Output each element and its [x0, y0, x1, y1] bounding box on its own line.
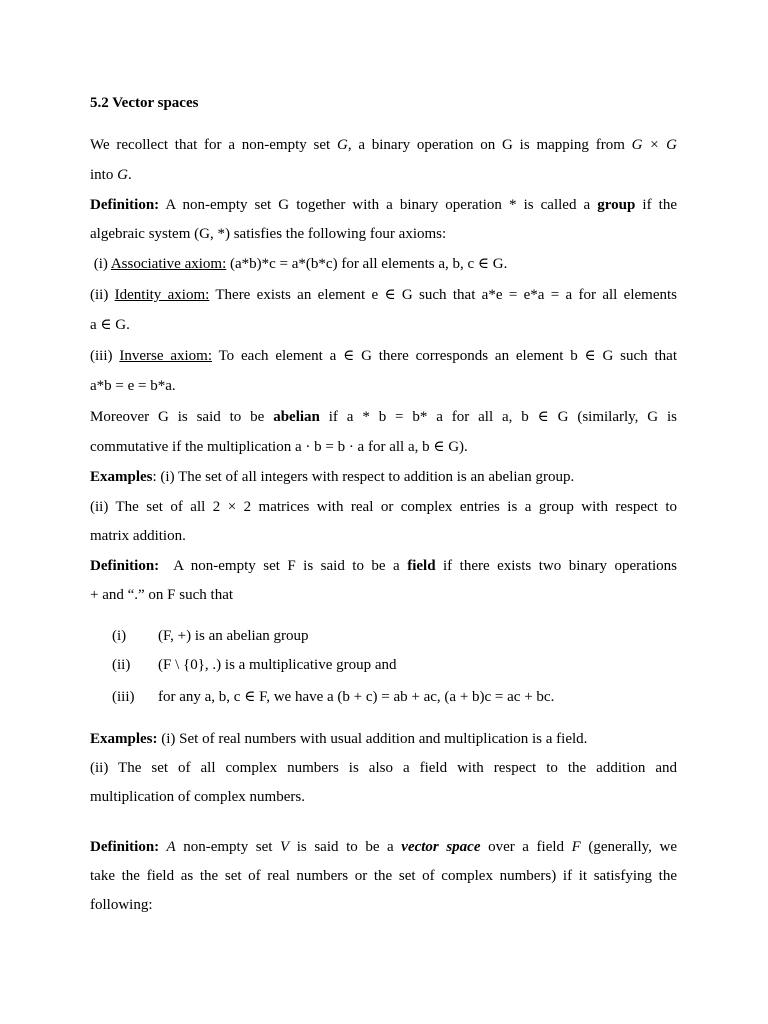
associative-axiom	[90, 254, 677, 274]
text: There exists an element e ∈ G such that a*e = e*a = a for all elements	[209, 287, 677, 303]
text: if the	[635, 197, 677, 213]
abelian-line-2: commutative if the multiplication a · b = b · a for all a, b ∈ G).	[90, 439, 468, 455]
text: (iii)	[90, 348, 120, 364]
field-definition-line-1	[90, 556, 677, 576]
math-expr: G × G	[631, 137, 677, 153]
axiom-name: Identity axiom:	[114, 287, 210, 303]
math-var: G	[336, 137, 348, 153]
intro-line-1	[90, 135, 677, 155]
defined-term: abelian	[273, 409, 320, 425]
examples-1-line-3: matrix addition.	[90, 528, 186, 544]
text: (generally, we	[580, 839, 677, 855]
field-item-2: (F \ {0}, .) is a multiplicative group and	[158, 657, 397, 673]
axiom-name: Associative axiom:	[110, 256, 227, 272]
identity-axiom-line-2: a ∈ G.	[90, 317, 130, 333]
text: A non-empty set G together with a binary operation * is called a	[159, 197, 598, 213]
examples-1-line-2: (ii) The set of all 2 × 2 matrices with real or complex entries is a group with respect to	[90, 499, 677, 515]
group-definition-line-1	[90, 195, 677, 215]
text: (i) Set of real numbers with usual addition and multiplication is a field.	[157, 731, 588, 747]
text: (ii)	[90, 287, 115, 303]
examples-2-line-2: (ii) The set of all complex numbers is also a field with respect to the addition and	[90, 760, 677, 776]
field-item-3-number: (iii)	[112, 689, 135, 705]
group-definition-line-2: algebraic system (G, *) satisfies the following four axioms:	[90, 226, 447, 242]
math-var: G	[117, 167, 128, 183]
examples-label: Examples	[90, 469, 153, 485]
inverse-axiom-line-1	[90, 346, 677, 366]
defined-term: group	[597, 197, 636, 213]
field-definition-line-2: + and “.” on F such that	[90, 587, 234, 603]
definition-label: Definition:	[90, 839, 160, 855]
text: if there exists two binary operations	[435, 558, 677, 574]
field-item-1-number: (i)	[112, 628, 127, 644]
text: into	[90, 167, 118, 183]
text: A	[159, 839, 176, 855]
field-item-2-number: (ii)	[112, 657, 131, 673]
math-var: F	[571, 839, 581, 855]
vector-space-definition-line-1	[90, 837, 677, 857]
intro-line-2	[90, 165, 677, 185]
defined-term: field	[407, 558, 436, 574]
definition-label: Definition:	[90, 197, 160, 213]
text: (i)	[90, 256, 111, 272]
text: if a * b = b* a for all a, b ∈ G (similarly, G is	[319, 409, 678, 425]
text: is said to be a	[289, 839, 402, 855]
vector-space-definition-line-3: following:	[90, 897, 153, 913]
examples-2-line-3: multiplication of complex numbers.	[90, 789, 305, 805]
vector-space-definition-line-2: take the field as the set of real numbers or the set of complex numbers) if it satisfying the	[90, 868, 677, 884]
text: To each element a ∈ G there corresponds an element b ∈ G such that	[212, 348, 678, 364]
definition-label: Definition:	[90, 558, 160, 574]
text: (a*b)*c = a*(b*c) for all elements a, b, c ∈ G.	[226, 256, 508, 272]
text: : (i) The set of all integers with respect to addition is an abelian group.	[152, 469, 575, 485]
field-item-3: for any a, b, c ∈ F, we have a (b + c) = ab + ac, (a + b)c = ac + bc.	[158, 689, 555, 705]
text: non-empty set	[175, 839, 281, 855]
defined-term: vector space	[401, 839, 481, 855]
section-heading: 5.2 Vector spaces	[90, 95, 199, 111]
field-item-1: (F, +) is an abelian group	[158, 628, 309, 644]
axiom-name: Inverse axiom:	[119, 348, 212, 364]
abelian-line-1	[90, 407, 677, 427]
identity-axiom-line-1	[90, 285, 677, 305]
text: A non-empty set F is said to be a	[159, 558, 408, 574]
examples-1-line-1	[90, 467, 677, 487]
inverse-axiom-line-2: a*b = e = b*a.	[90, 378, 176, 394]
text: , a binary operation on G is mapping from	[347, 137, 632, 153]
text: Moreover G is said to be	[90, 409, 274, 425]
text: .	[127, 167, 132, 183]
text: We recollect that for a non-empty set	[90, 137, 337, 153]
examples-2-line-1	[90, 729, 677, 749]
math-var: V	[280, 839, 290, 855]
text: over a field	[480, 839, 572, 855]
examples-label: Examples:	[90, 731, 158, 747]
